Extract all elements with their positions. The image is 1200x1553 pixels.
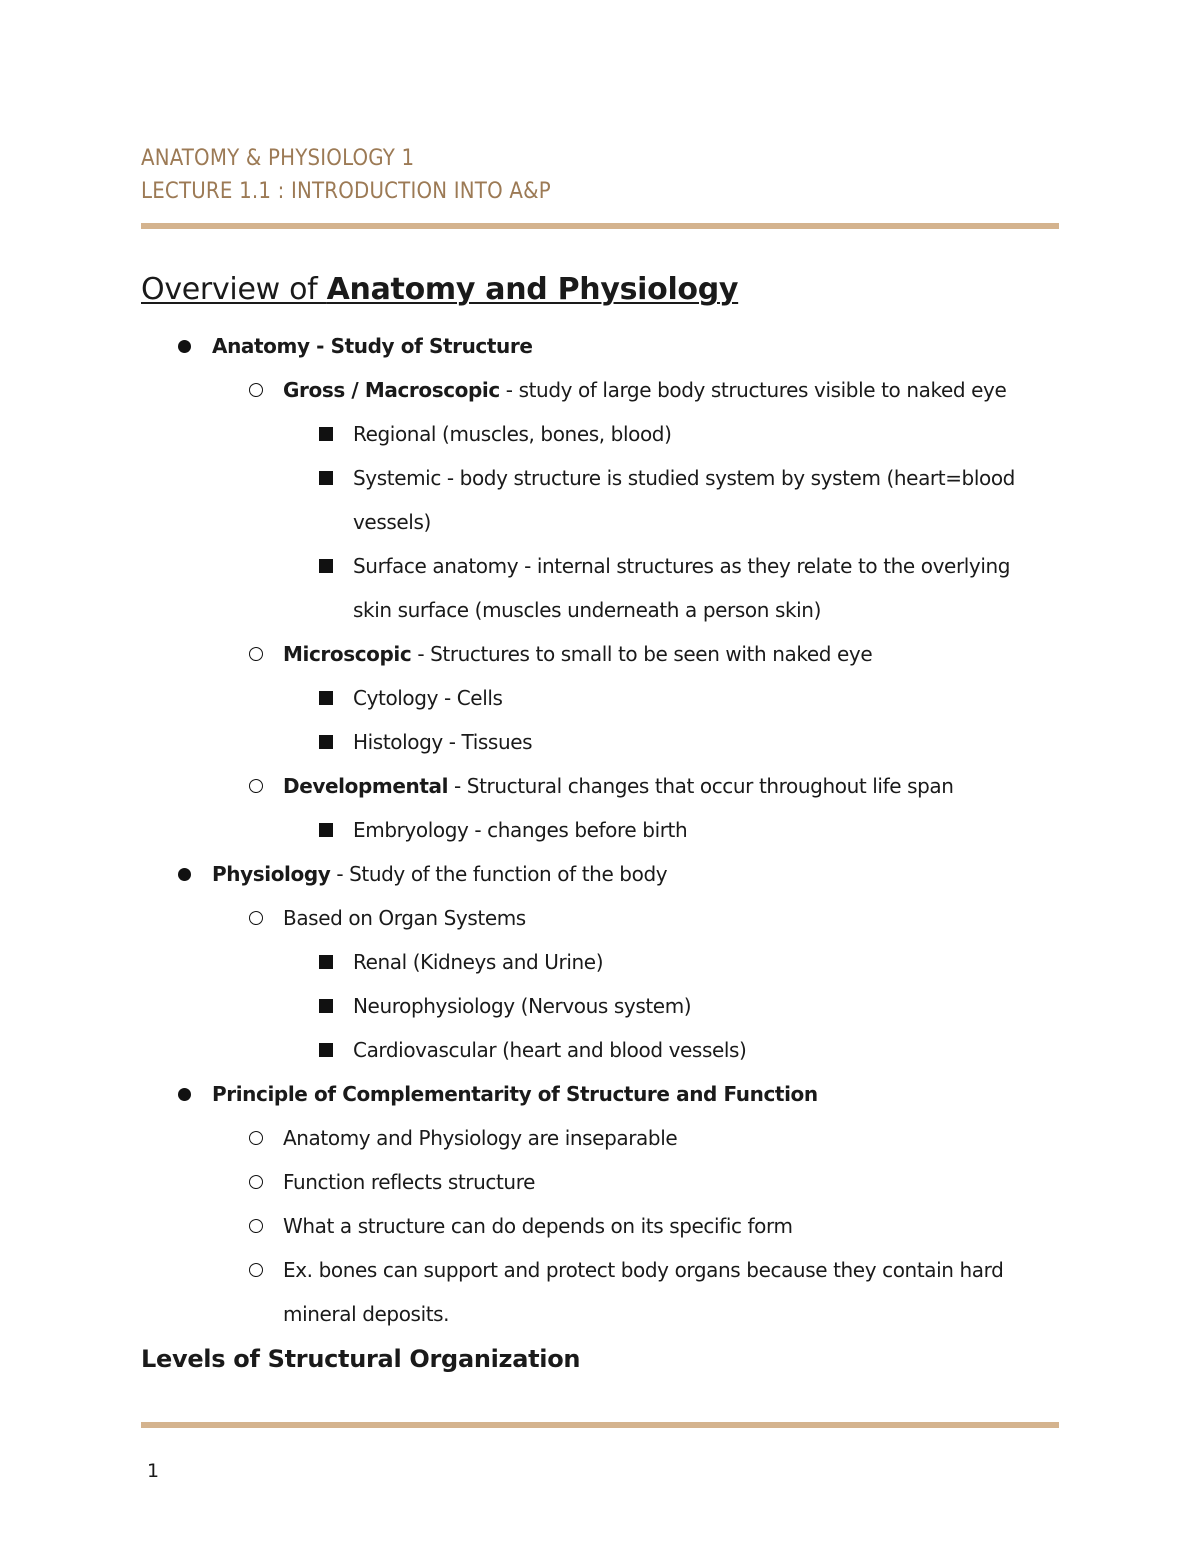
list-item-renal: Renal (Kidneys and Urine) [0,940,1043,984]
hollow-circle-bullet-icon [247,1160,265,1204]
footer-divider [141,1422,1059,1428]
header-divider [141,223,1059,229]
list-item-gross: Gross / Macroscopic - study of large body structures visible to naked eye [0,368,1200,412]
item-bold: Microscopic [283,642,412,666]
list-item-anatomy [0,324,1200,368]
list-item-surface: Surface anatomy - internal structures as they relate to the overlying skin surface (muscles underneath a person skin) [0,544,1043,632]
section-heading-overview [141,270,738,310]
square-bullet-icon [317,984,335,1028]
square-bullet-icon [317,808,335,852]
filled-circle-bullet-icon [175,324,193,368]
course-title: ANATOMY & PHYSIOLOGY 1 [141,146,415,171]
document-header [141,142,551,208]
square-bullet-icon [317,456,335,500]
section-heading-levels: Levels of Structural Organization [141,1345,581,1373]
square-bullet-icon [317,676,335,720]
hollow-circle-bullet-icon [247,1116,265,1160]
list-item-example: Ex. bones can support and protect body organs because they contain hard mineral deposits. [0,1248,1043,1336]
filled-circle-bullet-icon [175,852,193,896]
square-bullet-icon [317,1028,335,1072]
list-item-inseparable: Anatomy and Physiology are inseparable [0,1116,1200,1160]
page-number: 1 [147,1460,160,1482]
hollow-circle-bullet-icon [247,764,265,808]
item-bold: Physiology [212,862,331,886]
list-item-histology: Histology - Tissues [0,720,1043,764]
list-item-principle [0,1072,1200,1116]
item-bold: Gross / Macroscopic [283,378,500,402]
item-bold: Principle of Complementarity of Structure and Function [212,1082,818,1106]
list-item-organ-systems: Based on Organ Systems [0,896,1200,940]
heading-bold: Anatomy and Physiology [326,272,739,307]
heading-prefix: Overview of [141,272,327,307]
list-item-microscopic: Microscopic - Structures to small to be seen with naked eye [0,632,1200,676]
list-item-cytology: Cytology - Cells [0,676,1043,720]
hollow-circle-bullet-icon [247,368,265,412]
list-item-systemic: Systemic - body structure is studied system by system (heart=blood vessels) [0,456,1043,544]
lecture-title: LECTURE 1.1 : INTRODUCTION INTO A&P [141,179,551,204]
list-item-neurophysiology: Neurophysiology (Nervous system) [0,984,1043,1028]
list-item-embryology: Embryology - changes before birth [0,808,1043,852]
list-item-cardiovascular: Cardiovascular (heart and blood vessels) [0,1028,1043,1072]
square-bullet-icon [317,544,335,588]
list-item-physiology: Physiology - Study of the function of the body [0,852,1200,896]
square-bullet-icon [317,412,335,456]
item-bold: Anatomy - Study of Structure [212,334,533,358]
outline-list [0,324,1200,1336]
hollow-circle-bullet-icon [247,1204,265,1248]
square-bullet-icon [317,940,335,984]
item-bold: Developmental [283,774,449,798]
hollow-circle-bullet-icon [247,896,265,940]
list-item-regional: Regional (muscles, bones, blood) [0,412,1043,456]
square-bullet-icon [317,720,335,764]
hollow-circle-bullet-icon [247,1248,265,1292]
hollow-circle-bullet-icon [247,632,265,676]
filled-circle-bullet-icon [175,1072,193,1116]
list-item-depends: What a structure can do depends on its specific form [0,1204,1200,1248]
list-item-developmental: Developmental - Structural changes that occur throughout life span [0,764,1200,808]
list-item-reflects: Function reflects structure [0,1160,1200,1204]
